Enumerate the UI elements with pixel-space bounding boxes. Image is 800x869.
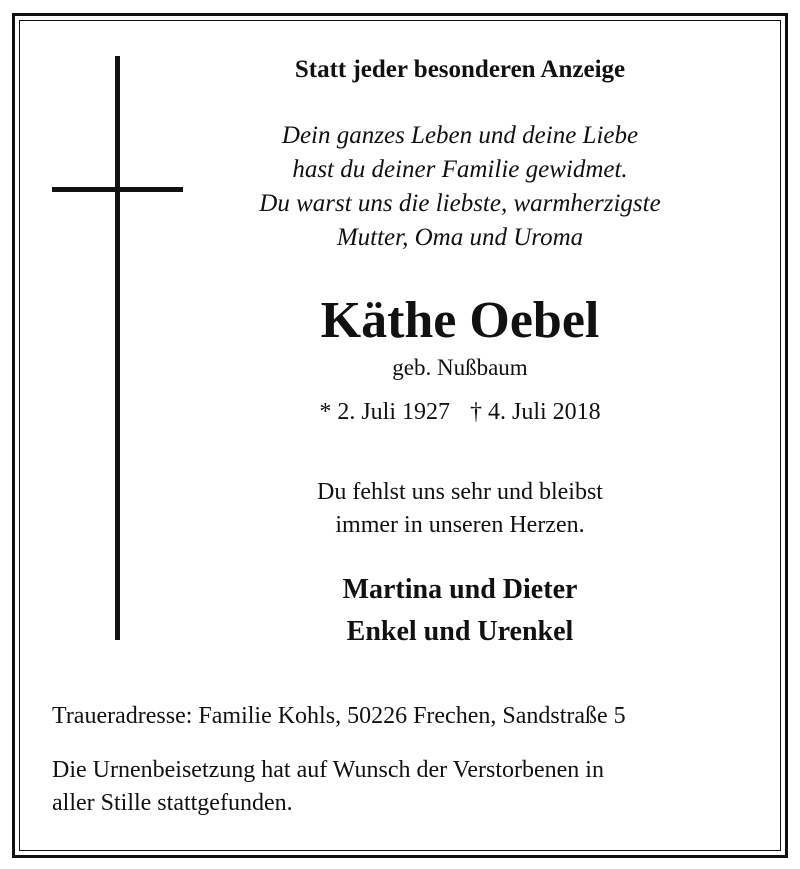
memorial-poem — [200, 119, 720, 255]
notice-headline: Statt jeder besonderen Anzeige — [294, 56, 626, 83]
poem-line: hast du deiner Familie gewidmet. — [292, 156, 628, 183]
poem-line: Dein ganzes Leben und deine Liebe — [281, 122, 639, 149]
burial-note-line: aller Stille stattgefunden. — [52, 790, 293, 816]
maiden-name: geb. Nußbaum — [392, 355, 528, 380]
life-dates — [200, 396, 720, 428]
deceased-name: Käthe Oebel — [320, 292, 600, 349]
mourning-address: Traueradresse: Familie Kohls, 50226 Frechen, Sandstraße 5 — [52, 703, 626, 729]
mourner-line: Martina und Dieter — [342, 574, 578, 605]
mourners — [200, 569, 720, 653]
closing-words — [200, 476, 720, 542]
poem-line: Du warst uns die liebste, warmherzigste — [259, 190, 661, 217]
burial-note — [52, 754, 762, 820]
closing-line: Du fehlst uns sehr und bleibst — [317, 479, 603, 505]
cross-horizontal-bar — [52, 187, 183, 192]
poem-line: Mutter, Oma und Uroma — [336, 224, 584, 251]
burial-note-line: Die Urnenbeisetzung hat auf Wunsch der Verstorbenen in — [52, 757, 604, 783]
death-date: † 4. Juli 2018 — [470, 399, 601, 425]
birth-date: * 2. Juli 1927 — [319, 399, 450, 425]
cross-vertical-bar — [115, 56, 120, 640]
mourner-line: Enkel und Urenkel — [346, 616, 574, 647]
closing-line: immer in unseren Herzen. — [335, 512, 585, 538]
